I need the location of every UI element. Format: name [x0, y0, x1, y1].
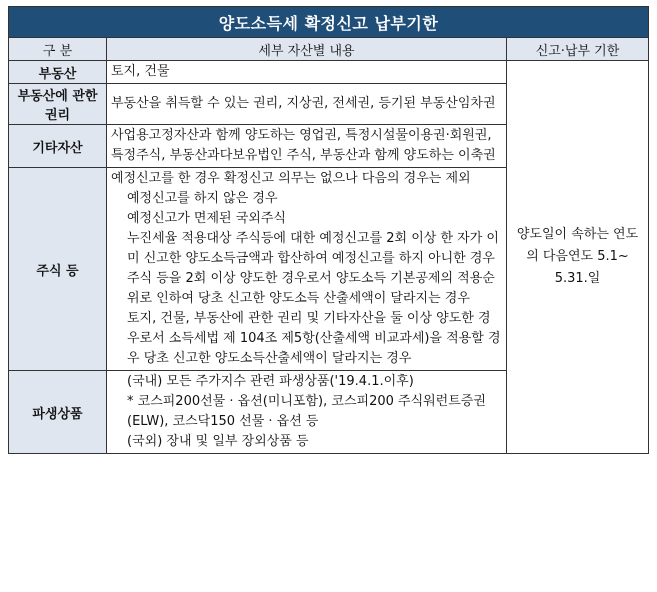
- stocks-item-2: 예정신고가 면제된 국외주식: [127, 211, 286, 226]
- category-real-estate-rights: 부동산에 관한 권리: [9, 84, 107, 125]
- stocks-intro: 예정신고를 한 경우 확정신고 의무는 없으나 다음의 경우는 제외: [111, 171, 471, 186]
- stocks-item-4: 주식 등을 2회 이상 양도한 경우로서 양도소득 기본공제의 적용순위로 인하여 당초 신고한 양도소득 산출세액이 달라지는 경우: [127, 271, 495, 306]
- deadline-cell: 양도일이 속하는 연도의 다음연도 5.1~ 5.31.일: [507, 61, 649, 454]
- header-category: 구 분: [9, 38, 107, 61]
- stocks-item-3: 누진세율 적용대상 주식등에 대한 예정신고를 2회 이상 한 자가 이미 신고한 양도소득금액과 합산하여 예정신고를 하지 아니한 경우: [127, 231, 499, 266]
- content-other-assets: 사업용고정자산과 함께 양도하는 영업권, 특정시설물이용권·회원권, 특정주식, 부동산과다보유법인 주식, 부동산과 함께 양도하는 이축권: [107, 125, 507, 168]
- category-stocks: 주식 등: [9, 168, 107, 371]
- table-title: 양도소득세 확정신고 납부기한: [9, 7, 649, 38]
- header-deadline: 신고·납부 기한: [507, 38, 649, 61]
- row-real-estate: [9, 61, 649, 84]
- derivatives-overseas: (국외) 장내 및 일부 장외상품 등: [127, 434, 309, 449]
- tax-deadline-table: [8, 6, 649, 454]
- title-row: [9, 7, 649, 38]
- tax-deadline-table-wrapper: [8, 6, 648, 454]
- content-real-estate: 토지, 건물: [107, 61, 507, 84]
- derivatives-note: * 코스피200선물 · 옵션(미니포함), 코스피200 주식워런트증권(ELW), 코스닥150 선물 · 옵션 등: [127, 394, 486, 429]
- header-row: [9, 38, 649, 61]
- derivatives-domestic: (국내) 모든 주가지수 관련 파생상품('19.4.1.이후): [127, 374, 414, 389]
- stocks-item-1: 예정신고를 하지 않은 경우: [127, 191, 278, 206]
- content-derivatives: [107, 371, 507, 454]
- header-detail: 세부 자산별 내용: [107, 38, 507, 61]
- category-real-estate: 부동산: [9, 61, 107, 84]
- stocks-item-5: 토지, 건물, 부동산에 관한 권리 및 기타자산을 둘 이상 양도한 경우로서 소득세법 제 104조 제5항(산출세액 비교과세)을 적용할 경우 당초 신고한 양도소득산출세액이 달라지는 경우: [127, 311, 501, 366]
- content-real-estate-rights: 부동산을 취득할 수 있는 권리, 지상권, 전세권, 등기된 부동산임차권: [107, 84, 507, 125]
- category-other-assets: 기타자산: [9, 125, 107, 168]
- category-derivatives: 파생상품: [9, 371, 107, 454]
- content-stocks: [107, 168, 507, 371]
